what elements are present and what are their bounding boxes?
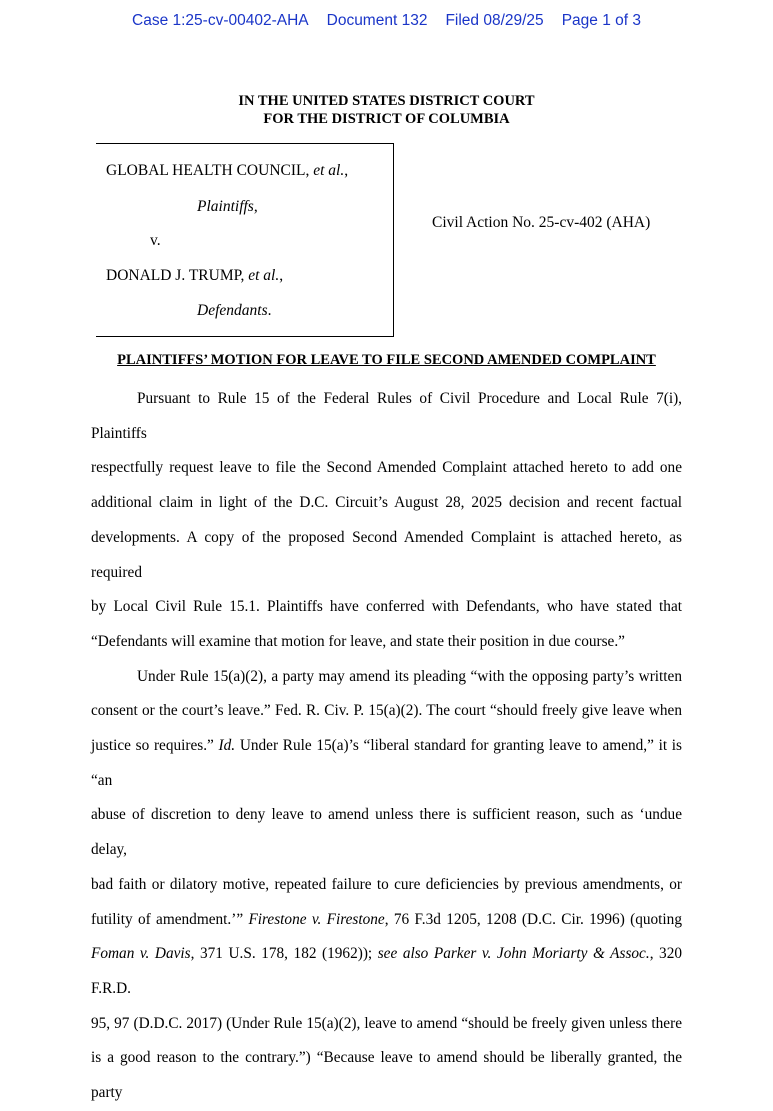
para2-line: Under Rule 15(a)(2), a party may amend its pleading “with the opposing party’s written: [137, 667, 682, 685]
case-citation: Firestone v. Firestone: [248, 910, 385, 928]
plaintiff-party: GLOBAL HEALTH COUNCIL, et al.,: [106, 162, 349, 179]
court-heading: [0, 92, 773, 128]
case-number: Case 1:25-cv-00402-AHA: [132, 12, 309, 29]
citation-id: Id.: [218, 737, 236, 755]
page-count: Page 1 of 3: [561, 12, 641, 29]
document-number: Document 132: [326, 12, 428, 29]
para2-line: futility of amendment.’” Firestone v. Firestone, 76 F.3d 1205, 1208 (D.C. Cir. 1996) (quoting: [91, 910, 682, 928]
paragraph-2: [91, 660, 682, 1111]
motion-title: PLAINTIFFS’ MOTION FOR LEAVE TO FILE SECOND AMENDED COMPLAINT: [117, 352, 656, 368]
para1-line: “Defendants will examine that motion for leave, and state their position in due course.”: [91, 632, 625, 650]
plaintiffs-label: Plaintiffs,: [197, 198, 258, 215]
versus: v.: [150, 232, 161, 249]
para1-line: by Local Civil Rule 15.1. Plaintiffs have conferred with Defendants, who have stated that: [91, 598, 682, 616]
defendants-label: Defendants.: [197, 302, 272, 319]
case-citation: see also Parker v. John Moriarty & Assoc.: [377, 945, 650, 963]
motion-body: [91, 382, 682, 1111]
para1-line: developments. A copy of the proposed Second Amended Complaint is attached hereto, as required: [91, 528, 682, 581]
para2-line: bad faith or dilatory motive, repeated failure to cure deficiencies by previous amendments, or: [91, 875, 682, 893]
para1-line: Pursuant to Rule 15 of the Federal Rules of Civil Procedure and Local Rule 7(i), Plaintiffs: [91, 390, 682, 442]
ecf-header: [0, 12, 773, 30]
para2-line: justice so requires.” Id. Under Rule 15(a)’s “liberal standard for granting leave to amend,” it is “an: [91, 737, 682, 789]
para1-line: respectfully request leave to file the Second Amended Complaint attached hereto to add one: [91, 459, 682, 477]
case-citation: Foman v. Davis: [91, 945, 191, 963]
court-line-1: IN THE UNITED STATES DISTRICT COURT: [238, 93, 535, 109]
para2-line: abuse of discretion to deny leave to amend unless there is sufficient reason, such as ‘undue delay,: [91, 806, 682, 859]
para2-line: consent or the court’s leave.” Fed. R. Civ. P. 15(a)(2). The court “should freely give leave when: [91, 702, 682, 720]
filed-date: Filed 08/29/25: [445, 12, 544, 29]
civil-action-number: Civil Action No. 25-cv-402 (AHA): [432, 214, 651, 231]
para2-line: 95, 97 (D.D.C. 2017) (Under Rule 15(a)(2), leave to amend “should be freely given unless there: [91, 1014, 682, 1032]
paragraph-1: [91, 382, 682, 660]
para2-line: is a good reason to the contrary.”) “Because leave to amend should be liberally granted, the party: [91, 1049, 682, 1102]
para2-line: Foman v. Davis, 371 U.S. 178, 182 (1962)); see also Parker v. John Moriarty & Assoc., 320 F.R.D.: [91, 945, 683, 997]
defendant-party: DONALD J. TRUMP, et al.,: [106, 267, 284, 284]
para1-line: additional claim in light of the D.C. Circuit’s August 28, 2025 decision and recent factual: [91, 494, 682, 512]
court-line-2: FOR THE DISTRICT OF COLUMBIA: [263, 111, 510, 127]
